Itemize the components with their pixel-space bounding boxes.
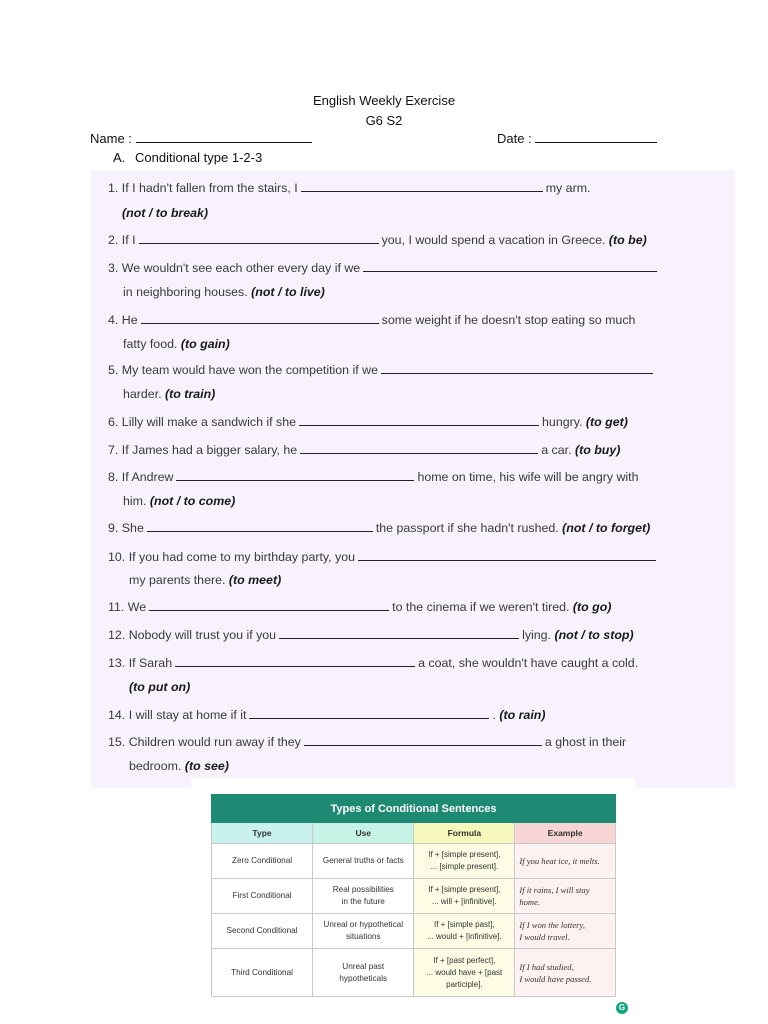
answer-blank[interactable] <box>381 363 653 374</box>
date-blank[interactable] <box>535 131 657 143</box>
question-2: 2. If I you, I would spend a vacation in Greece. (to be) <box>108 233 647 247</box>
question-4: 4. He some weight if he doesn't stop eating so much <box>108 313 636 327</box>
date-label: Date : <box>497 131 532 146</box>
table-row: Second Conditional Unreal or hypothetical situations If + [simple past], ... would + [infinitive]. If I won the lottery, I would travel. <box>212 914 616 949</box>
question-9: 9. She the passport if she hadn't rushed. (not / to forget) <box>108 521 651 535</box>
worksheet-title: English Weekly Exercise <box>312 93 456 108</box>
question-5-continuation: harder. (to train) <box>123 387 216 401</box>
question-15-continuation: bedroom. (to see) <box>129 759 229 773</box>
name-blank[interactable] <box>136 131 312 143</box>
exercise-panel <box>91 170 735 788</box>
question-13: 13. If Sarah a coat, she wouldn't have caught a cold. <box>108 656 639 670</box>
question-3-continuation: in neighboring houses. (not / to live) <box>123 285 325 299</box>
question-11: 11. We to the cinema if we weren't tired. (to go) <box>108 600 612 614</box>
table-row: First Conditional Real possibilities in the future If + [simple present], ... will + [infinitive]. If it rains, I will stay home. <box>212 879 616 914</box>
grammar-logo-icon: G <box>616 1002 628 1014</box>
col-header-formula: Formula <box>414 823 515 844</box>
section-title: Conditional type 1-2-3 <box>135 150 263 165</box>
question-3: 3. We wouldn't see each other every day if we <box>108 261 660 275</box>
table-row: Third Conditional Unreal past hypotheticals If + [past perfect], ... would have + [past participle]. If I had studied, I would have passed. <box>212 949 616 997</box>
question-13-hint: (to put on) <box>129 680 191 694</box>
answer-blank[interactable] <box>300 443 538 454</box>
answer-blank[interactable] <box>175 656 415 667</box>
question-10: 10. If you had come to my birthday party, you <box>108 550 659 564</box>
question-4-continuation: fatty food. (to gain) <box>123 337 230 351</box>
answer-blank[interactable] <box>141 313 379 324</box>
table-caption: Types of Conditional Sentences <box>212 795 616 823</box>
question-5: 5. My team would have won the competition if we <box>108 363 656 377</box>
name-label: Name : <box>90 131 132 146</box>
answer-blank[interactable] <box>358 550 656 561</box>
question-6: 6. Lilly will make a sandwich if she hungry. (to get) <box>108 415 628 429</box>
name-row <box>90 131 312 146</box>
section-heading <box>113 150 262 165</box>
answer-blank[interactable] <box>301 181 543 192</box>
table-row: Zero Conditional General truths or facts If + [simple present], ... [simple present]. If you heat ice, it melts. <box>212 844 616 879</box>
answer-blank[interactable] <box>139 233 379 244</box>
worksheet-class: G6 S2 <box>365 113 403 128</box>
question-1: 1. If I hadn't fallen from the stairs, I my arm. <box>108 181 591 195</box>
answer-blank[interactable] <box>149 600 389 611</box>
question-7: 7. If James had a bigger salary, he a car. (to buy) <box>108 443 621 457</box>
answer-blank[interactable] <box>176 470 414 481</box>
question-15: 15. Children would run away if they a ghost in their <box>108 735 627 749</box>
col-header-example: Example <box>515 823 616 844</box>
conditional-types-table <box>211 794 616 997</box>
answer-blank[interactable] <box>147 521 373 532</box>
section-letter: A. <box>113 150 126 165</box>
col-header-type: Type <box>212 823 313 844</box>
question-12: 12. Nobody will trust you if you lying. (not / to stop) <box>108 628 634 642</box>
answer-blank[interactable] <box>279 628 519 639</box>
question-8-continuation: him. (not / to come) <box>123 494 236 508</box>
col-header-use: Use <box>313 823 414 844</box>
answer-blank[interactable] <box>249 708 489 719</box>
answer-blank[interactable] <box>299 415 539 426</box>
date-row <box>497 131 657 146</box>
question-8: 8. If Andrew home on time, his wife will be angry with <box>108 470 639 484</box>
question-14: 14. I will stay at home if it . (to rain) <box>108 708 546 722</box>
conditional-table-image <box>191 778 635 1018</box>
question-1-hint: (not / to break) <box>122 206 209 220</box>
answer-blank[interactable] <box>304 735 542 746</box>
answer-blank[interactable] <box>363 261 657 272</box>
question-10-continuation: my parents there. (to meet) <box>129 573 282 587</box>
